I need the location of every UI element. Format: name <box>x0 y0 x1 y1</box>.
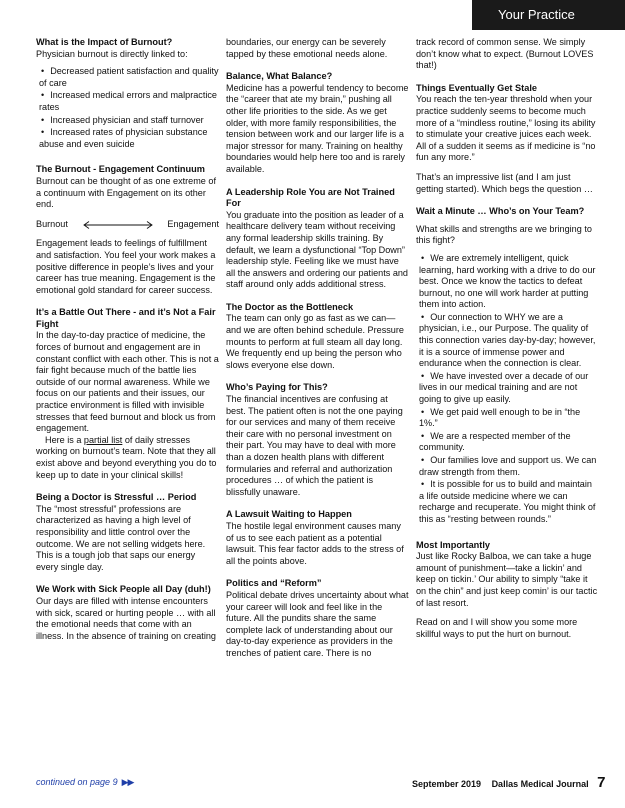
magazine-name: Dallas Medical Journal <box>491 779 589 789</box>
paragraph: Burnout can be thought of as one extreme of a continuum with Engagement on its other end. <box>36 175 216 210</box>
list-item: • Increased physician and staff turnover <box>39 115 219 127</box>
list-item: • We get paid well enough to be in “the 1%.” <box>419 407 599 430</box>
paragraph: You graduate into the position as leader of a healthcare delivery team without receiving any formal leadership skills training. By default, we learn a dysfunctional “Top Down” leadership style. Feeling like we must have all the answers and ordering our patients and staff around only adds additional stress. <box>226 209 408 290</box>
section-battle <box>36 307 219 481</box>
paragraph: Medicine has a powerful tendency to become the “career that ate my brain,” pushing all other life priorities to the side. As we get older, with more family responsibilities, the tension between work and our larger life is a major stressor for many. Training on healthy boundaries would help here too and is rarely available. <box>226 82 409 174</box>
bullet-list <box>36 66 219 150</box>
paragraph: Just like Rocky Balboa, we can take a huge amount of punishment—take a lickin’ and keep on tickin.’ Our ability to simply “take it on the chin” and just keep comin’ is our tactic of last resort. <box>416 551 598 608</box>
continuum-left-label: Burnout <box>36 218 68 229</box>
column-1 <box>36 37 219 653</box>
list-item: • Our families love and support us. We can draw strength from them. <box>419 455 599 478</box>
continuum-diagram <box>36 219 219 231</box>
heading: Things Eventually Get Stale <box>416 82 537 93</box>
paragraph: The financial incentives are confusing at best. The patient often is not the one paying for our services and many of them receive their care with no personal investment on their part. You may have to deal with more than a dozen health plans with different formularies and referral and authorization procedures … of which the patient is blissfully unaware. <box>226 394 403 497</box>
list-item: • Our connection to WHY we are a physician, i.e., our Purpose. The quality of this connection varies day-by-day; however, it is a source of immense power and endurance when the connection is clear. <box>419 312 599 370</box>
section-continuum <box>36 164 219 296</box>
bullet-list <box>416 253 599 526</box>
paragraph <box>36 435 219 481</box>
section-title: Your Practice <box>498 7 575 22</box>
heading: The Doctor as the Bottleneck <box>226 301 354 312</box>
section-continued-text <box>416 37 599 72</box>
paragraph: That’s an impressive list (and I am just getting started). Which begs the question … <box>416 171 593 194</box>
page-footer <box>412 774 605 791</box>
paragraph: The hostile legal environment causes many of us to see each patient as a potential lawsuit. This fear factor adds to the stress of all the points above. <box>226 520 404 566</box>
paragraph: The “most stressful” professions are characterized as having a high level of responsibility and little control over the outcome. We are not selling widgets here. This is a tough job that saps our energy every single day. <box>36 503 206 572</box>
paragraph: Read on and I will show you some more skillful ways to put the hurt on burnout. <box>416 617 578 639</box>
list-item: • It is possible for us to build and maintain a life outside medicine where we can recharge and recuperate. You might think of this as “resting between rounds.” <box>419 479 599 525</box>
list-item: • Decreased patient satisfaction and quality of care <box>39 66 219 89</box>
section-stressful <box>36 492 219 573</box>
paragraph: Engagement leads to feelings of fulfillment and satisfaction. You feel your work makes a positive difference in people’s lives and your career has true meaning. Engagement is the emotional gold standard for career success. <box>36 238 216 295</box>
paragraph: Physician burnout is directly linked to: <box>36 48 188 59</box>
heading: Being a Doctor is Stressful … Period <box>36 492 197 503</box>
paragraph: Political debate drives uncertainty about what your career will look and feel like in the future. All the pundits share the same complete lack of understanding about our day-to-day experience as providers in the trenches of patient care. There is no <box>226 589 409 658</box>
paragraph: track record of common sense. We simply don’t know what to expect. (Burnout LOVES that!) <box>416 37 594 71</box>
section-your-team <box>416 206 599 525</box>
section-tab <box>472 0 625 30</box>
paragraph: boundaries, our energy can be severely tapped by these emotional needs alone. <box>226 37 388 59</box>
continued-link[interactable] <box>36 777 133 788</box>
heading: Most Importantly <box>416 539 491 550</box>
continued-label: continued on page 9 <box>36 777 118 787</box>
section-impact-of-burnout <box>36 37 219 150</box>
paragraph: The team can only go as fast as we can—and we are often behind schedule. Pressure mounts to perform at full steam all day long. We frequently end up being the person who slows everyone else down. <box>226 313 404 370</box>
issue-date: September 2019 <box>412 779 482 789</box>
forward-arrows-icon: ▶▶ <box>121 777 134 787</box>
section-stale <box>416 83 599 195</box>
paragraph: What skills and strengths are we bringing to this fight? <box>416 223 592 246</box>
partial-list-emphasis: partial list <box>83 434 123 445</box>
heading: Balance, What Balance? <box>226 71 333 82</box>
heading: What is the Impact of Burnout? <box>36 37 173 47</box>
paragraph: You reach the ten-year threshold when your practice suddenly seems to become much more of a “mindless routine,” losing its ability to stimulate your creative juices each week. All of a sudden it seems as if medicine is “no fun any more.” <box>416 94 596 163</box>
heading: We Work with Sick People all Day (duh!) <box>36 584 211 595</box>
heading: A Leadership Role You are Not Trained For <box>226 186 395 209</box>
heading: Who’s Paying for This? <box>226 382 328 393</box>
page-number: 7 <box>597 774 606 791</box>
list-item: • We are a respected member of the community. <box>419 431 599 454</box>
column-2 <box>226 37 409 671</box>
heading: Politics and “Reform” <box>226 578 322 589</box>
continuum-right-label: Engagement <box>167 218 219 229</box>
list-item: • Increased medical errors and malpractice rates <box>39 90 219 113</box>
section-most-importantly <box>416 540 599 641</box>
list-item: • Increased rates of physician substance abuse and even suicide <box>39 127 219 150</box>
heading: Wait a Minute … Who’s on Your Team? <box>416 206 585 217</box>
section-leadership <box>226 187 409 291</box>
paragraph: Our days are filled with intense encounters with sick, scared or hurting people … with all the emotional needs that come with an illness. In the absence of training on creating <box>36 595 216 641</box>
section-sick-people <box>36 584 219 642</box>
section-bottleneck <box>226 302 409 372</box>
section-balance <box>226 71 409 175</box>
text-run: of daily stresses working on burnout’s team. Note that they all exist above and beyond everything you do to keep up to date in your clinical skills! <box>36 434 217 480</box>
heading: A Lawsuit Waiting to Happen <box>226 509 352 520</box>
section-paying <box>226 382 409 498</box>
list-item: • We have invested over a decade of our lives in our medical training and are not going to give up easily. <box>419 371 599 406</box>
double-arrow-icon <box>82 220 154 230</box>
section-politics <box>226 578 409 659</box>
section-lawsuit <box>226 509 409 567</box>
section-continued-text <box>226 37 409 60</box>
heading: The Burnout - Engagement Continuum <box>36 164 205 175</box>
paragraph: In the day-to-day practice of medicine, the forces of burnout and engagement are in constant conflict with each other. This is not a fair fight because much of the battle lies outside of our normal awareness. While we focus on our patients and their issues, our practice environment is filled with invisible stresses that feed burnout and block us from engagement. <box>36 330 219 434</box>
list-item: • We are extremely intelligent, quick learning, hard working with a drive to do our best. Once we know the tactics to defeat burnout, no one will work harder at putting them into action. <box>419 253 599 311</box>
text-run: Here is a <box>45 434 84 445</box>
heading: It’s a Battle Out There - and it’s Not a Fair Fight <box>36 307 216 329</box>
column-3 <box>416 37 599 651</box>
